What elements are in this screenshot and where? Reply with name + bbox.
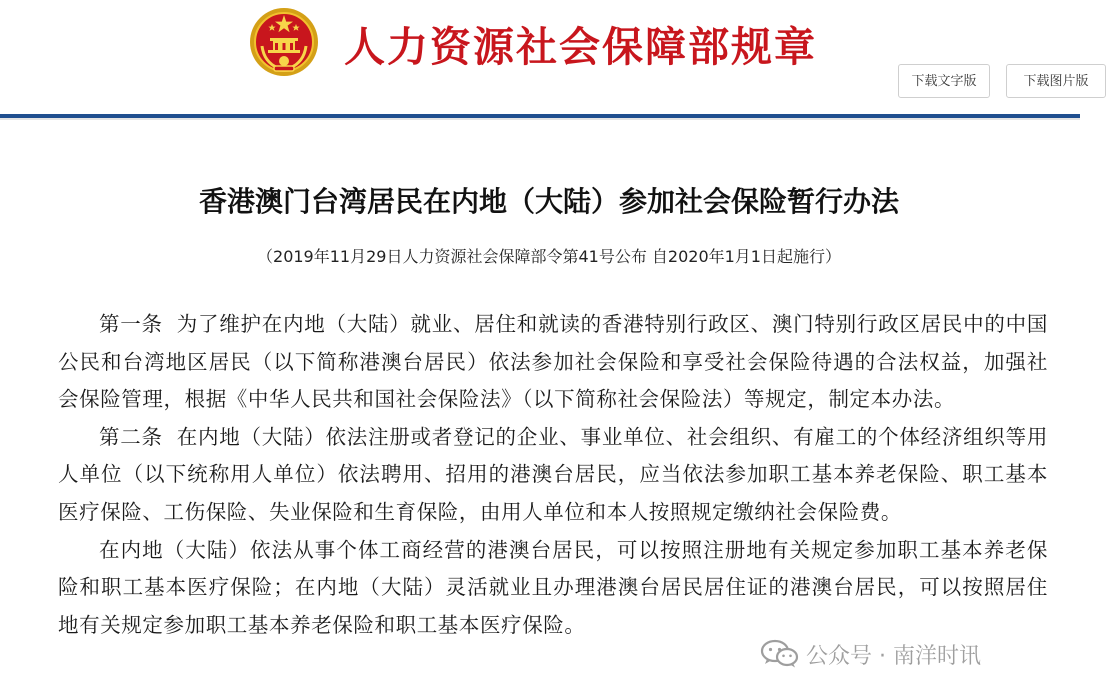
wechat-icon [760, 639, 800, 669]
document-title: 香港澳门台湾居民在内地（大陆）参加社会保险暂行办法 [198, 185, 899, 218]
document-subtitle: （2019年11月29日人力资源社会保障部令第41号公布 自2020年1月1日起施行） [257, 247, 841, 266]
watermark [760, 636, 981, 672]
header [0, 0, 1089, 116]
header-divider-shadow [0, 118, 1080, 120]
paragraph-text: 为了维护在内地（大陆）就业、居住和就读的香港特别行政区、澳门特别行政区居民中的中国公民和台湾地区居民（以下简称港澳台居民）依法参加社会保险和享受社会保险待遇的合法权益，加强社会保险管理，根据《中华人民共和国社会保险法》（以下简称社会保险法）等规定，制定本办法。 [58, 312, 1048, 412]
paragraph [58, 532, 1048, 645]
download-text-button[interactable]: 下载文字版 [898, 64, 990, 98]
paragraph [58, 306, 1048, 419]
paragraph-text: 在内地（大陆）依法从事个体工商经营的港澳台居民，可以按照注册地有关规定参加职工基本养老保险和职工基本医疗保险；在内地（大陆）灵活就业且办理港澳台居民居住证的港澳台居民，可以按照居住地有关规定参加职工基本养老保险和职工基本医疗保险。 [58, 537, 1048, 637]
document-body [58, 306, 1048, 644]
paragraph [58, 419, 1048, 532]
article-number: 第一条 [99, 312, 163, 336]
paragraph-text: 在内地（大陆）依法注册或者登记的企业、事业单位、社会组织、有雇工的个体经济组织等用人单位（以下统称用人单位）依法聘用、招用的港澳台居民，应当依法参加职工基本养老保险、职工基本医疗保险、工伤保险、失业保险和生育保险，由用人单位和本人按照规定缴纳社会保险费。 [58, 424, 1048, 524]
national-emblem-icon [248, 6, 320, 78]
watermark-text: 公众号 · 南洋时讯 [806, 643, 981, 669]
article-number: 第二条 [99, 424, 163, 449]
brand-title: 人力资源社会保障部规章 [344, 23, 817, 71]
download-image-button[interactable]: 下载图片版 [1006, 64, 1106, 98]
